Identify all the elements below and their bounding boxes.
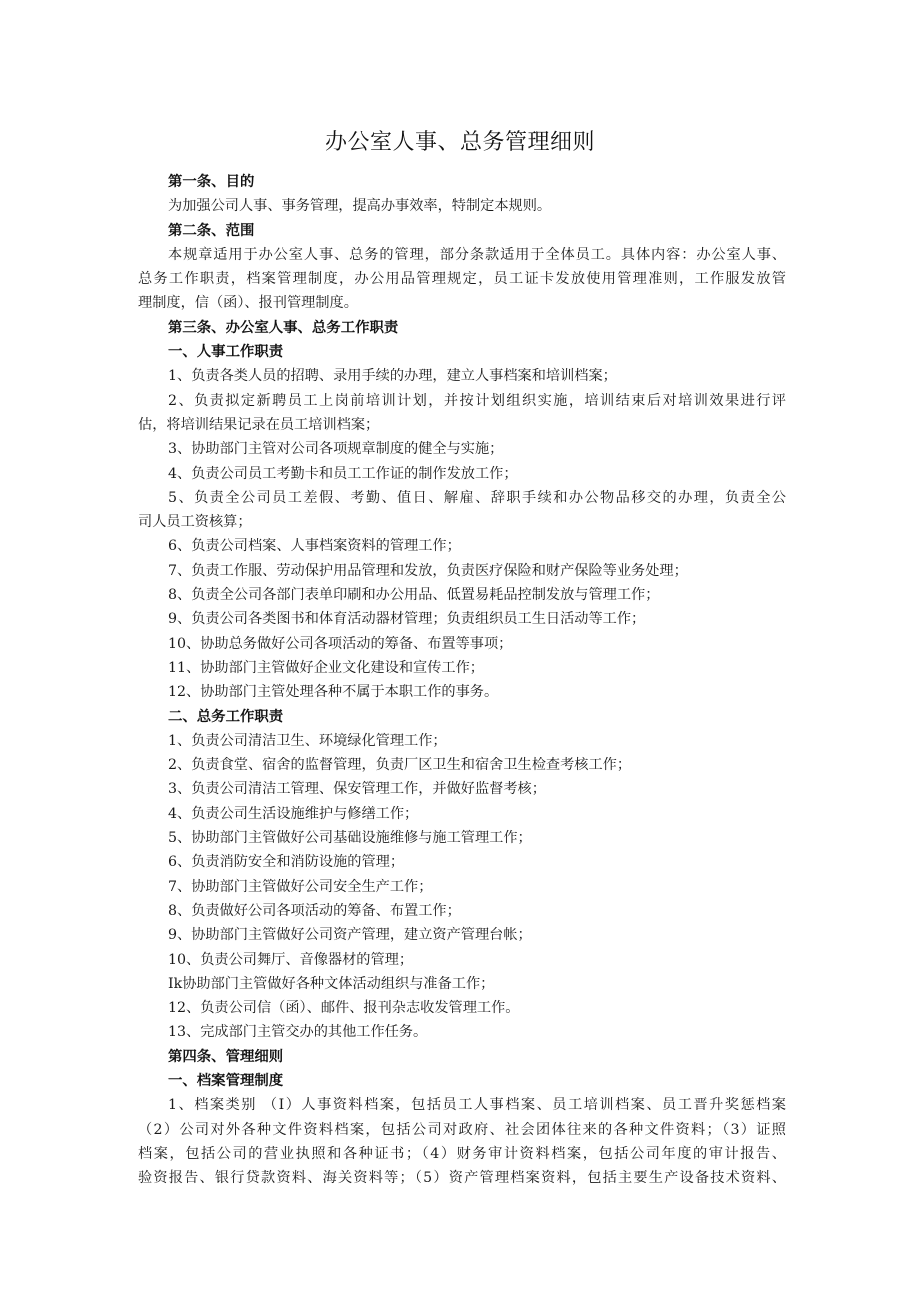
body-line: 1、负责各类人员的招聘、录用手续的办理，建立人事档案和培训档案； [168, 368, 617, 385]
body-line: 8、负责全公司各部门表单印刷和办公用品、低置易耗品控制发放与管理工作； [168, 587, 660, 604]
section-heading: 一、人事工作职责 [168, 344, 284, 361]
body-line: Ik协助部门主管做好各种文体活动组织与准备工作； [168, 975, 495, 992]
body-line: 1、档案类别 （I）人事资料档案，包括员工人事档案、员工培训档案、员工晋升奖惩档案 [168, 1097, 786, 1114]
body-line: 5、负责全公司员工差假、考勤、值日、解雇、辞职手续和办公物品移交的办理，负责全公 [168, 489, 786, 506]
body-line: 9、负责公司各类图书和体育活动器材管理；负责组织员工生日活动等工作； [168, 611, 646, 628]
body-line: 10、协助总务做好公司各项活动的筹备、布置等事项； [168, 635, 513, 652]
body-line: 8、负责做好公司各项活动的筹备、布置工作； [168, 902, 461, 919]
section-heading: 第三条、办公室人事、总务工作职责 [168, 319, 399, 336]
section-heading: 二、总务工作职责 [168, 708, 284, 725]
body-line: 11、协助部门主管做好企业文化建设和宣传工作； [168, 659, 484, 676]
body-line: 4、负责公司生活设施维护与修缮工作； [168, 805, 419, 822]
body-line: 7、负责工作服、劳动保护用品管理和发放，负责医疗保险和财产保险等业务处理； [168, 562, 688, 579]
body-line: 4、负责公司员工考勤卡和员工工作证的制作发放工作； [168, 465, 518, 482]
body-line: 12、负责公司信（函）、邮件、报刊杂志收发管理工作。 [168, 1000, 520, 1017]
body-line: 3、协助部门主管对公司各项规章制度的健全与实施； [168, 441, 504, 458]
section-heading: 一、档案管理制度 [168, 1072, 284, 1089]
document-body [138, 170, 786, 1190]
body-line: 2、负责食堂、宿舍的监督管理，负责厂区卫生和宿舍卫生检查考核工作； [168, 757, 632, 774]
body-line: 3、负责公司清洁工管理、保安管理工作，并做好监督考核； [168, 781, 546, 798]
body-line: 5、协助部门主管做好公司基础设施维修与施工管理工作； [168, 830, 532, 847]
body-line: 总务工作职责，档案管理制度，办公用品管理规定，员工证卡发放使用管理准则，工作服发放管 [138, 271, 786, 288]
section-heading: 第四条、管理细则 [168, 1048, 284, 1065]
body-line: 估，将培训结果记录在员工培训档案； [138, 416, 380, 433]
body-line: 9、协助部门主管做好公司资产管理，建立资产管理台帐； [168, 927, 532, 944]
body-line: 验资报告、银行贷款资料、海关资料等；（5）资产管理档案资料，包括主要生产设备技术资料、 [138, 1170, 786, 1187]
body-line: 6、负责消防安全和消防设施的管理； [168, 854, 405, 871]
body-line: 13、完成部门主管交办的其他工作任务。 [168, 1024, 428, 1041]
body-line: 1、负责公司清洁卫生、环境绿化管理工作； [168, 732, 447, 749]
body-line: 理制度，信（函）、报刊管理制度。 [138, 295, 358, 312]
body-line: （2）公司对外各种文件资料档案，包括公司对政府、社会团体往来的各种文件资料；（3）证照 [138, 1121, 786, 1138]
body-line: 司人员工资核算； [138, 514, 252, 531]
body-line: 为加强公司人事、事务管理，提高办事效率，特制定本规则。 [168, 198, 552, 215]
body-line: 本规章适用于办公室人事、总务的管理，部分条款适用于全体员工。具体内容：办公室人事、 [168, 246, 786, 263]
body-line: 10、负责公司舞厅、音像器材的管理； [168, 951, 414, 968]
body-line: 档案，包括公司的营业执照和各种证书；（4）财务审计资料档案，包括公司年度的审计报告、 [138, 1145, 786, 1162]
section-heading: 第二条、范围 [168, 222, 255, 239]
body-line: 6、负责公司档案、人事档案资料的管理工作； [168, 538, 461, 555]
body-line: 12、协助部门主管处理各种不属于本职工作的事务。 [168, 684, 499, 701]
body-line: 7、协助部门主管做好公司安全生产工作； [168, 878, 433, 895]
document-title: 办公室人事、总务管理细则 [324, 130, 595, 155]
section-heading: 第一条、目的 [168, 174, 255, 190]
body-line: 2、负责拟定新聘员工上岗前培训计划，并按计划组织实施，培训结束后对培训效果进行评 [168, 392, 786, 409]
